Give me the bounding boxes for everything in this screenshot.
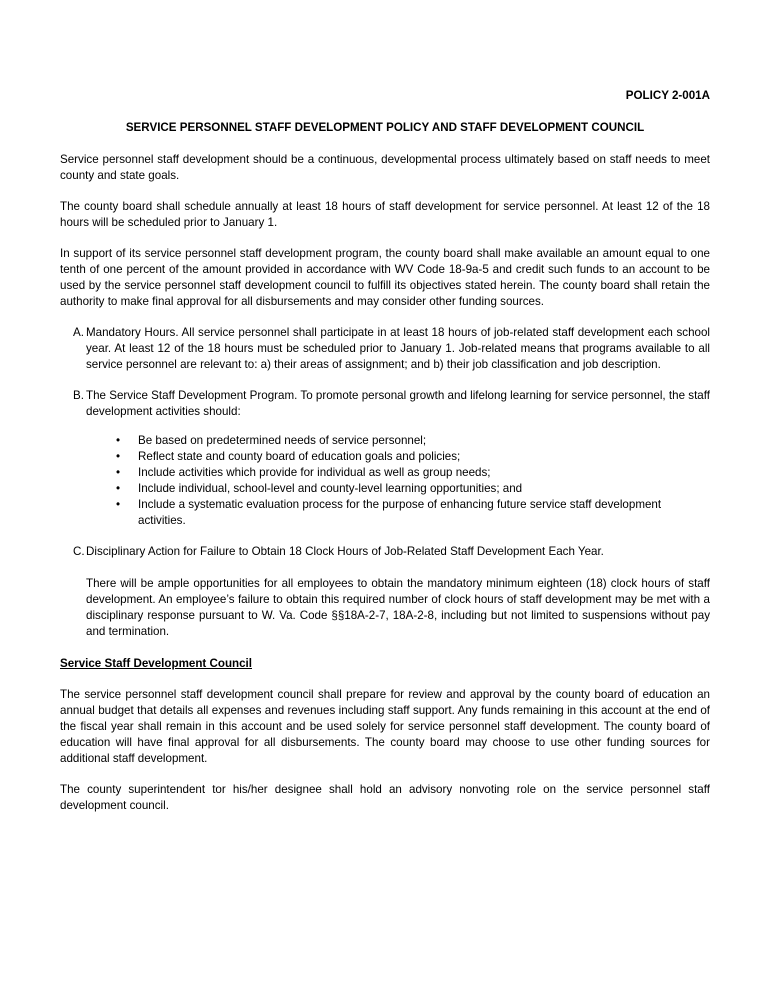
list-item: [116, 481, 710, 497]
item-text: Disciplinary Action for Failure to Obtain 18 Clock Hours of Job-Related Staff Development Each Year.: [86, 545, 604, 558]
bullet-icon: •: [116, 450, 121, 463]
item-text: Mandatory Hours. All service personnel shall participate in at least 18 hours of job-related staff development each school year. At least 12 of the 18 hours must be scheduled prior to January 1. Job-related means that programs available to all service personnel are relevant to: a) their areas of assignment; and b) their job classification and job description.: [86, 326, 710, 371]
item-letter: B.: [73, 389, 84, 402]
council-section-heading: Service Staff Development Council: [60, 657, 252, 670]
item-letter: A.: [73, 326, 84, 339]
intro-paragraph: Service personnel staff development should be a continuous, developmental process ultimately based on staff needs to meet county and state goals.: [60, 153, 710, 182]
section-b-staff-development-program: [73, 388, 710, 529]
list-item: [116, 433, 710, 449]
activities-bullet-list: [86, 433, 710, 529]
policy-number: POLICY 2-001A: [625, 89, 710, 102]
bullet-icon: •: [116, 466, 121, 479]
council-paragraph: The service personnel staff development council shall prepare for review and approval by the county board of education an annual budget that details all expenses and revenues including staff support. Any funds remaining in this account at the end of the fiscal year shall remain in this account and be used solely for service personnel staff development. The county board of education will have final approval for all disbursements. The county board may choose to use other funding sources for additional staff development.: [60, 688, 710, 765]
list-item: [116, 449, 710, 465]
list-item-text: Be based on predetermined needs of service personnel;: [138, 434, 427, 447]
list-item-text: Include activities which provide for individual as well as group needs;: [138, 466, 491, 479]
bullet-icon: •: [116, 482, 121, 495]
list-item-text: Include individual, school-level and county-level learning opportunities; and: [138, 482, 523, 495]
list-item-text: Reflect state and county board of education goals and policies;: [138, 450, 461, 463]
bullet-icon: •: [116, 434, 121, 447]
list-item-text: Include a systematic evaluation process for the purpose of enhancing future service staff development activities.: [138, 498, 662, 527]
council-paragraph: The county superintendent tor his/her designee shall hold an advisory nonvoting role on the service personnel staff development council.: [60, 783, 710, 812]
item-text: The Service Staff Development Program. To promote personal growth and lifelong learning for service personnel, the staff development activities should:: [86, 389, 710, 418]
list-item: [116, 465, 710, 481]
item-letter: C.: [73, 545, 85, 558]
list-item: [116, 497, 710, 529]
policy-document: [60, 88, 710, 829]
intro-paragraph: The county board shall schedule annually at least 18 hours of staff development for service personnel. At least 12 of the 18 hours will be scheduled prior to January 1.: [60, 200, 710, 229]
document-title: SERVICE PERSONNEL STAFF DEVELOPMENT POLICY AND STAFF DEVELOPMENT COUNCIL: [125, 121, 645, 134]
intro-paragraph: In support of its service personnel staff development program, the county board shall make available an amount equal to one tenth of one percent of the amount provided in accordance with WV Code 18-9a-5 and credit such funds to an account to be used by the service personnel staff development council to fulfill its objectives stated herein. The county board shall retain the authority to make final approval for all disbursements and may consider other funding sources.: [60, 247, 710, 308]
section-a-mandatory-hours: [73, 325, 710, 373]
section-c-disciplinary-action: [73, 544, 710, 640]
item-sub-paragraph: There will be ample opportunities for all employees to obtain the mandatory minimum eighteen (18) clock hours of staff development. An employee’s failure to obtain this required number of clock hours of staff development may be met with a disciplinary response pursuant to W. Va. Code §§18A-2-7, 18A-2-8, including but not limited to suspensions without pay and termination.: [86, 577, 710, 638]
bullet-icon: •: [116, 498, 121, 511]
